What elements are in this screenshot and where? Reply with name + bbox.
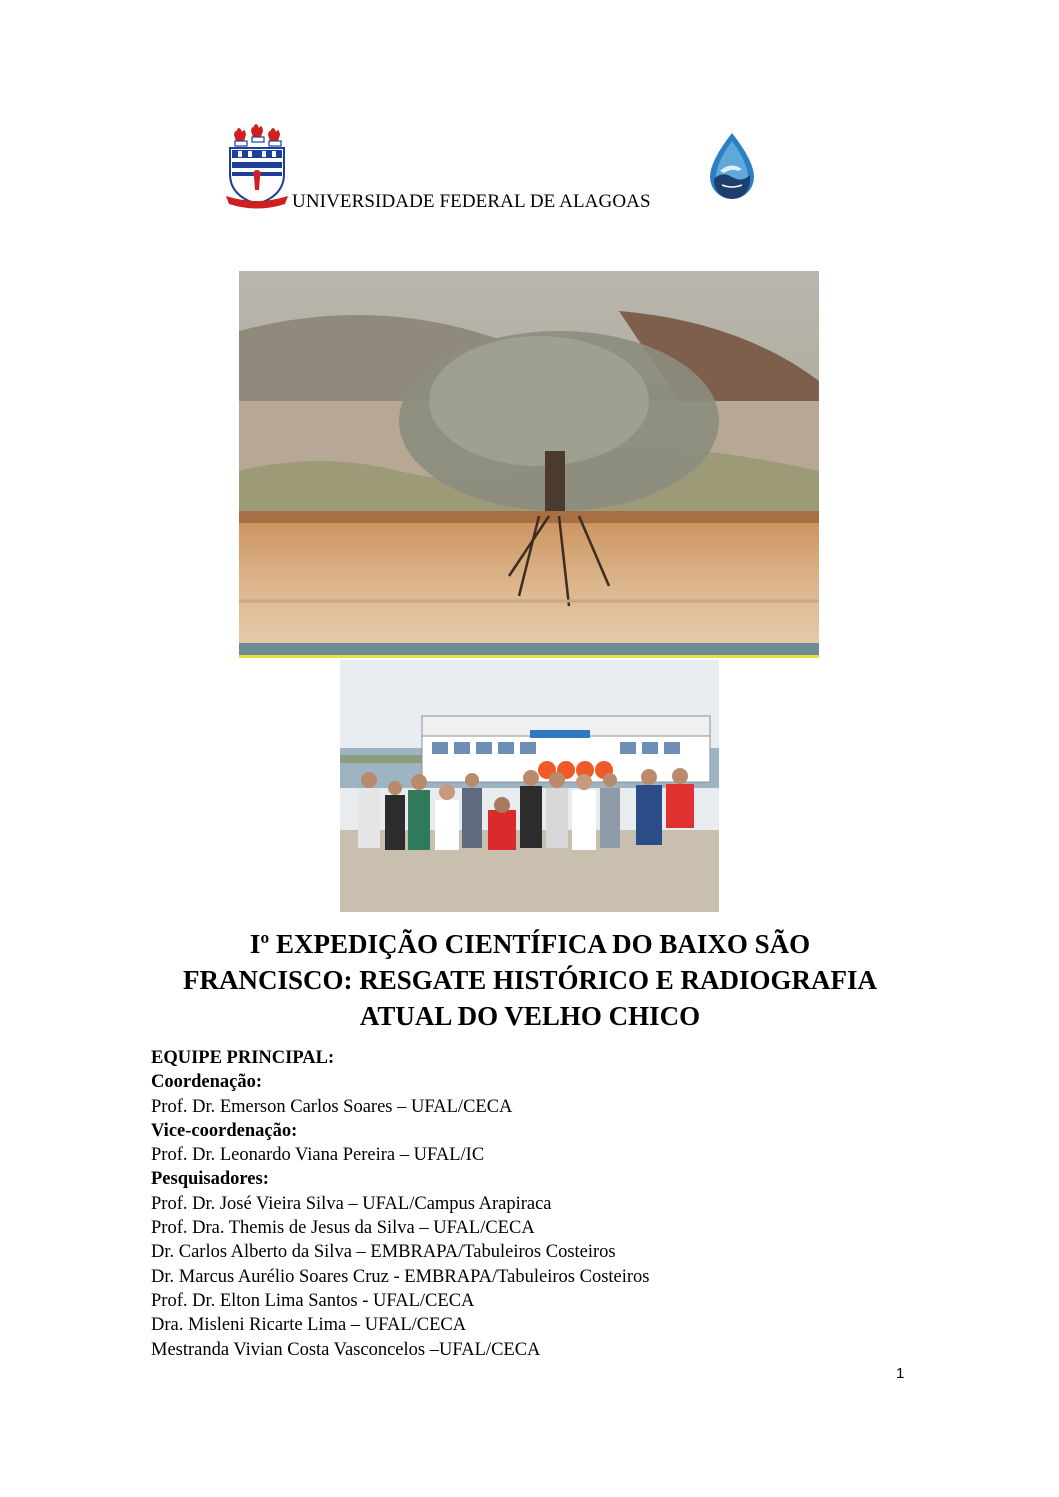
researcher-item: Prof. Dr. José Vieira Silva – UFAL/Campus Arapiraca (151, 1193, 552, 1214)
researchers-label: Pesquisadores: (151, 1169, 269, 1190)
coordination-label: Coordenação: (151, 1072, 262, 1093)
team-group-photo (340, 660, 719, 912)
water-drop-icon (704, 131, 760, 211)
ufal-logo (224, 124, 290, 210)
researcher-item: Dr. Carlos Alberto da Silva – EMBRAPA/Tabuleiros Costeiros (151, 1242, 616, 1263)
university-name: UNIVERSIDADE FEDERAL DE ALAGOAS (292, 191, 651, 212)
researcher-item: Dr. Marcus Aurélio Soares Cruz - EMBRAPA/Tabuleiros Costeiros (151, 1266, 650, 1287)
document-title (120, 926, 940, 1034)
team-section (151, 1046, 650, 1362)
researcher-item: Dra. Misleni Ricarte Lima – UFAL/CECA (151, 1315, 467, 1336)
researcher-item: Mestranda Vivian Costa Vasconcelos –UFAL/CECA (151, 1339, 541, 1360)
tree-riverbank-photo (239, 271, 819, 658)
team-heading: EQUIPE PRINCIPAL: (151, 1048, 335, 1068)
page-number: 1 (896, 1365, 905, 1382)
lab-logo (704, 131, 760, 211)
title-line-1: Iº EXPEDIÇÃO CIENTÍFICA DO BAIXO SÃO (249, 929, 811, 959)
title-line-2: FRANCISCO: RESGATE HISTÓRICO E RADIOGRAFIA (182, 965, 878, 995)
title-line-3: ATUAL DO VELHO CHICO (359, 1001, 701, 1031)
ufal-crest-icon (224, 124, 290, 210)
coordination-member: Prof. Dr. Emerson Carlos Soares – UFAL/CECA (151, 1096, 513, 1117)
vice-coordination-label: Vice-coordenação: (151, 1120, 298, 1141)
researcher-item: Prof. Dr. Elton Lima Santos - UFAL/CECA (151, 1290, 475, 1311)
researcher-item: Prof. Dra. Themis de Jesus da Silva – UFAL/CECA (151, 1218, 535, 1239)
vice-coordination-member: Prof. Dr. Leonardo Viana Pereira – UFAL/IC (151, 1145, 485, 1166)
